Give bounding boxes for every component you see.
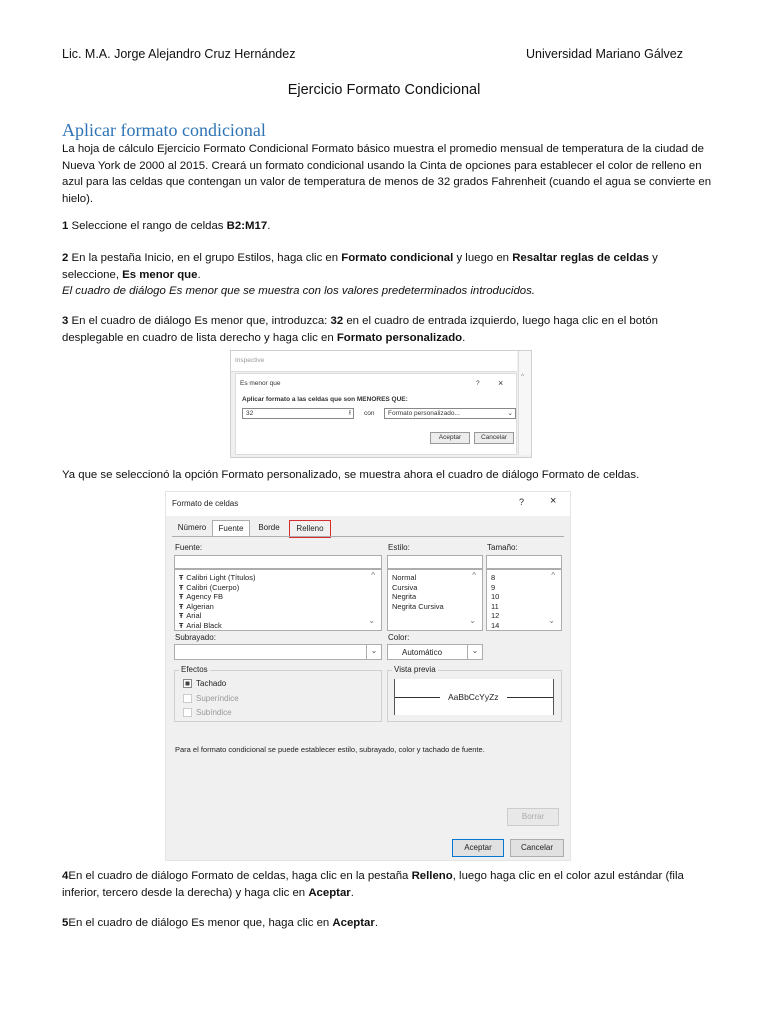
list-item[interactable]: 9 — [491, 582, 496, 592]
size-list[interactable] — [486, 569, 562, 631]
list-item[interactable]: Normal — [392, 573, 417, 582]
list-item[interactable]: Cursiva — [392, 582, 418, 592]
step-text: y seleccione, — [62, 252, 658, 281]
list-item[interactable]: Negrita Cursiva — [392, 601, 444, 611]
scrollbar[interactable]: ^ — [518, 351, 531, 455]
font-input[interactable] — [174, 555, 382, 569]
bold-term: Relleno — [411, 870, 453, 882]
superscript-label: Superíndice — [196, 694, 239, 703]
color-label: Color: — [388, 633, 410, 642]
help-icon[interactable]: ? — [519, 497, 525, 507]
con-label: con — [364, 410, 375, 417]
scroll-down-icon[interactable]: ⌄ — [469, 616, 476, 625]
tab-divider — [172, 536, 564, 537]
step-text: , luego haga clic en el color azul estándar (fila inferior, tercero desde la derecha) y haga clic en — [62, 870, 684, 899]
style-label: Estilo: — [388, 543, 410, 552]
font-name: Arial — [186, 611, 202, 620]
step-text: En el cuadro de diálogo Formato de celdas, haga clic en la pestaña — [68, 870, 412, 882]
strikethrough-label: Tachado — [196, 679, 227, 688]
preview-label: Vista previa — [394, 665, 436, 674]
truetype-font-icon: Ŧ — [179, 622, 184, 630]
step-number: 4 — [62, 870, 69, 882]
document-title: Ejercicio Formato Condicional — [287, 82, 481, 98]
bold-term: Formato personalizado — [336, 331, 463, 344]
underline-select[interactable] — [174, 644, 382, 660]
step-text: en el cuadro de entrada izquierdo, luego haga clic en el botón desplegable en cuadro de lista derecho y haga clic en — [62, 315, 658, 344]
truetype-font-icon: Ŧ — [179, 584, 184, 592]
tab-borde[interactable]: Borde — [258, 523, 280, 532]
list-item[interactable]: 14 — [491, 620, 500, 630]
list-item[interactable]: 12 — [491, 611, 500, 620]
truetype-font-icon: Ŧ — [179, 575, 184, 582]
truetype-font-icon: Ŧ — [179, 613, 184, 620]
bold-term: Formato condicional — [341, 252, 454, 264]
scroll-down-icon[interactable]: ⌄ — [548, 616, 555, 625]
university-name: Universidad Mariano Gálvez — [526, 47, 684, 61]
step-text: y luego en — [453, 252, 513, 264]
preview-box — [394, 679, 554, 715]
subscript-checkbox[interactable] — [183, 708, 192, 717]
font-name: Arial Black — [186, 620, 222, 630]
truetype-font-icon: Ŧ — [179, 603, 184, 611]
dialog-titlebar — [166, 492, 570, 516]
list-item[interactable]: 8 — [491, 573, 496, 582]
step-text: . — [462, 331, 466, 344]
dialog-title: Es menor que — [240, 380, 281, 387]
subscript-label: Subíndice — [196, 708, 232, 717]
bold-term: Aceptar — [308, 886, 351, 899]
preview-group — [387, 665, 562, 722]
section-heading: Aplicar formato condicional — [62, 120, 266, 140]
format-text: Formato personalizado... — [388, 410, 460, 417]
step-number: 1 — [62, 220, 69, 232]
font-name: Calibri Light (Títulos) — [186, 573, 256, 582]
step-text: En el cuadro de diálogo Es menor que, introduzca: — [71, 315, 331, 327]
color-value: Automático — [402, 648, 443, 657]
step-number: 2 — [62, 252, 69, 264]
step-number: 5 — [62, 917, 69, 929]
step-number: 3 — [62, 315, 69, 327]
accept-button[interactable]: Aceptar — [430, 432, 470, 444]
step-5 — [62, 915, 717, 932]
bold-term: Resaltar reglas de celdas — [512, 252, 649, 264]
effects-group — [174, 665, 382, 722]
chevron-down-icon[interactable]: ⌄ — [366, 645, 381, 659]
format-paragraph: Ya que se seleccionó la opción Formato personalizado, se muestra ahora el cuadro de diálogo Formato de celdas. — [62, 469, 640, 481]
close-icon[interactable]: × — [498, 378, 504, 388]
step-text: . — [374, 917, 378, 929]
value-text: 32 — [246, 410, 254, 417]
cancel-button[interactable]: Cancelar — [474, 432, 514, 444]
style-list[interactable] — [387, 569, 483, 631]
scroll-down-icon[interactable]: ⌄ — [368, 616, 375, 625]
step-1 — [62, 218, 717, 235]
size-input[interactable] — [486, 555, 562, 569]
dialog-body — [235, 373, 517, 455]
font-label: Fuente: — [175, 543, 203, 552]
step-3 — [62, 313, 717, 346]
font-name: Agency FB — [186, 592, 223, 601]
list-item[interactable]: Negrita — [392, 592, 417, 601]
conditional-format-note: Para el formato condicional se puede establecer estilo, subrayado, color y tachado de fuente. — [175, 745, 485, 754]
tab-fuente[interactable]: Fuente — [212, 520, 250, 537]
tab-relleno[interactable]: Relleno — [289, 520, 331, 538]
scroll-up-icon[interactable]: ^ — [371, 571, 375, 580]
bold-term: 32 — [330, 315, 344, 327]
author-name: Lic. M.A. Jorge Alejandro Cruz Hernández — [62, 47, 296, 61]
effects-label: Efectos — [181, 665, 208, 674]
step-text: . — [350, 886, 354, 899]
dialog-instruction: Aplicar formato a las celdas que son MENORES QUE: — [242, 396, 408, 403]
accept-button[interactable]: Aceptar — [452, 839, 504, 857]
list-item[interactable]: 10 — [491, 592, 500, 601]
step-2 — [62, 250, 717, 300]
font-list[interactable] — [174, 569, 382, 631]
app-name: Inspective — [235, 357, 265, 364]
step-text: . — [197, 268, 201, 281]
intro-paragraph: La hoja de cálculo Ejercicio Formato Condicional Formato básico muestra el promedio mensual de temperatura de la ciudad de Nueva York de 2000 al 2015. Creará un formato condicional usando la Cinta de opciones para establecer el color de relleno en azul para las celdas que contengan un valor de temperatura de menos de 32 grados Fahrenheit (cuando el agua se convierte en hielo). — [62, 143, 712, 205]
format-cells-dialog — [165, 491, 571, 861]
bold-term: Es menor que — [122, 268, 198, 281]
font-name: Calibri (Cuerpo) — [186, 582, 240, 592]
dialog-title: Formato de celdas — [172, 499, 239, 508]
close-icon[interactable]: × — [550, 495, 557, 507]
strikethrough-checkbox[interactable] — [183, 679, 192, 688]
step-note: El cuadro de diálogo Es menor que se muestra con los valores predeterminados introducidos. — [62, 285, 535, 297]
font-name: Algerian — [186, 601, 214, 611]
cell-range: B2:M17 — [226, 220, 268, 232]
step-text: En el cuadro de diálogo Es menor que, haga clic en — [68, 917, 333, 929]
superscript-checkbox[interactable] — [183, 694, 192, 703]
list-item[interactable]: 11 — [491, 601, 499, 611]
preview-text: AaBbCcYyZz — [440, 692, 507, 702]
truetype-font-icon: Ŧ — [179, 594, 184, 601]
chevron-down-icon[interactable]: ⌄ — [507, 410, 513, 417]
step-text: Seleccione el rango de celdas — [71, 220, 227, 232]
cancel-button[interactable]: Cancelar — [510, 839, 564, 857]
range-select-icon[interactable]: ⭱ — [348, 410, 351, 417]
size-label: Tamaño: — [487, 543, 518, 552]
bold-term: Aceptar — [332, 917, 375, 929]
clear-button[interactable]: Borrar — [507, 808, 559, 826]
step-4 — [62, 868, 717, 901]
underline-label: Subrayado: — [175, 633, 216, 642]
format-select[interactable] — [384, 408, 516, 419]
help-icon[interactable]: ? — [476, 380, 480, 387]
less-than-dialog-screenshot — [230, 350, 532, 458]
color-select[interactable] — [387, 644, 483, 660]
app-titlebar — [231, 351, 517, 372]
tab-numero[interactable]: Número — [177, 523, 207, 532]
chevron-down-icon[interactable]: ⌄ — [467, 645, 482, 659]
style-input[interactable] — [387, 555, 483, 569]
scroll-up-icon[interactable]: ^ — [551, 571, 555, 580]
step-text: En la pestaña Inicio, en el grupo Estilos, haga clic en — [71, 252, 342, 264]
scroll-up-icon[interactable]: ^ — [472, 571, 476, 580]
value-input[interactable] — [242, 408, 354, 419]
step-text: . — [267, 220, 271, 232]
list-item[interactable] — [179, 621, 222, 632]
